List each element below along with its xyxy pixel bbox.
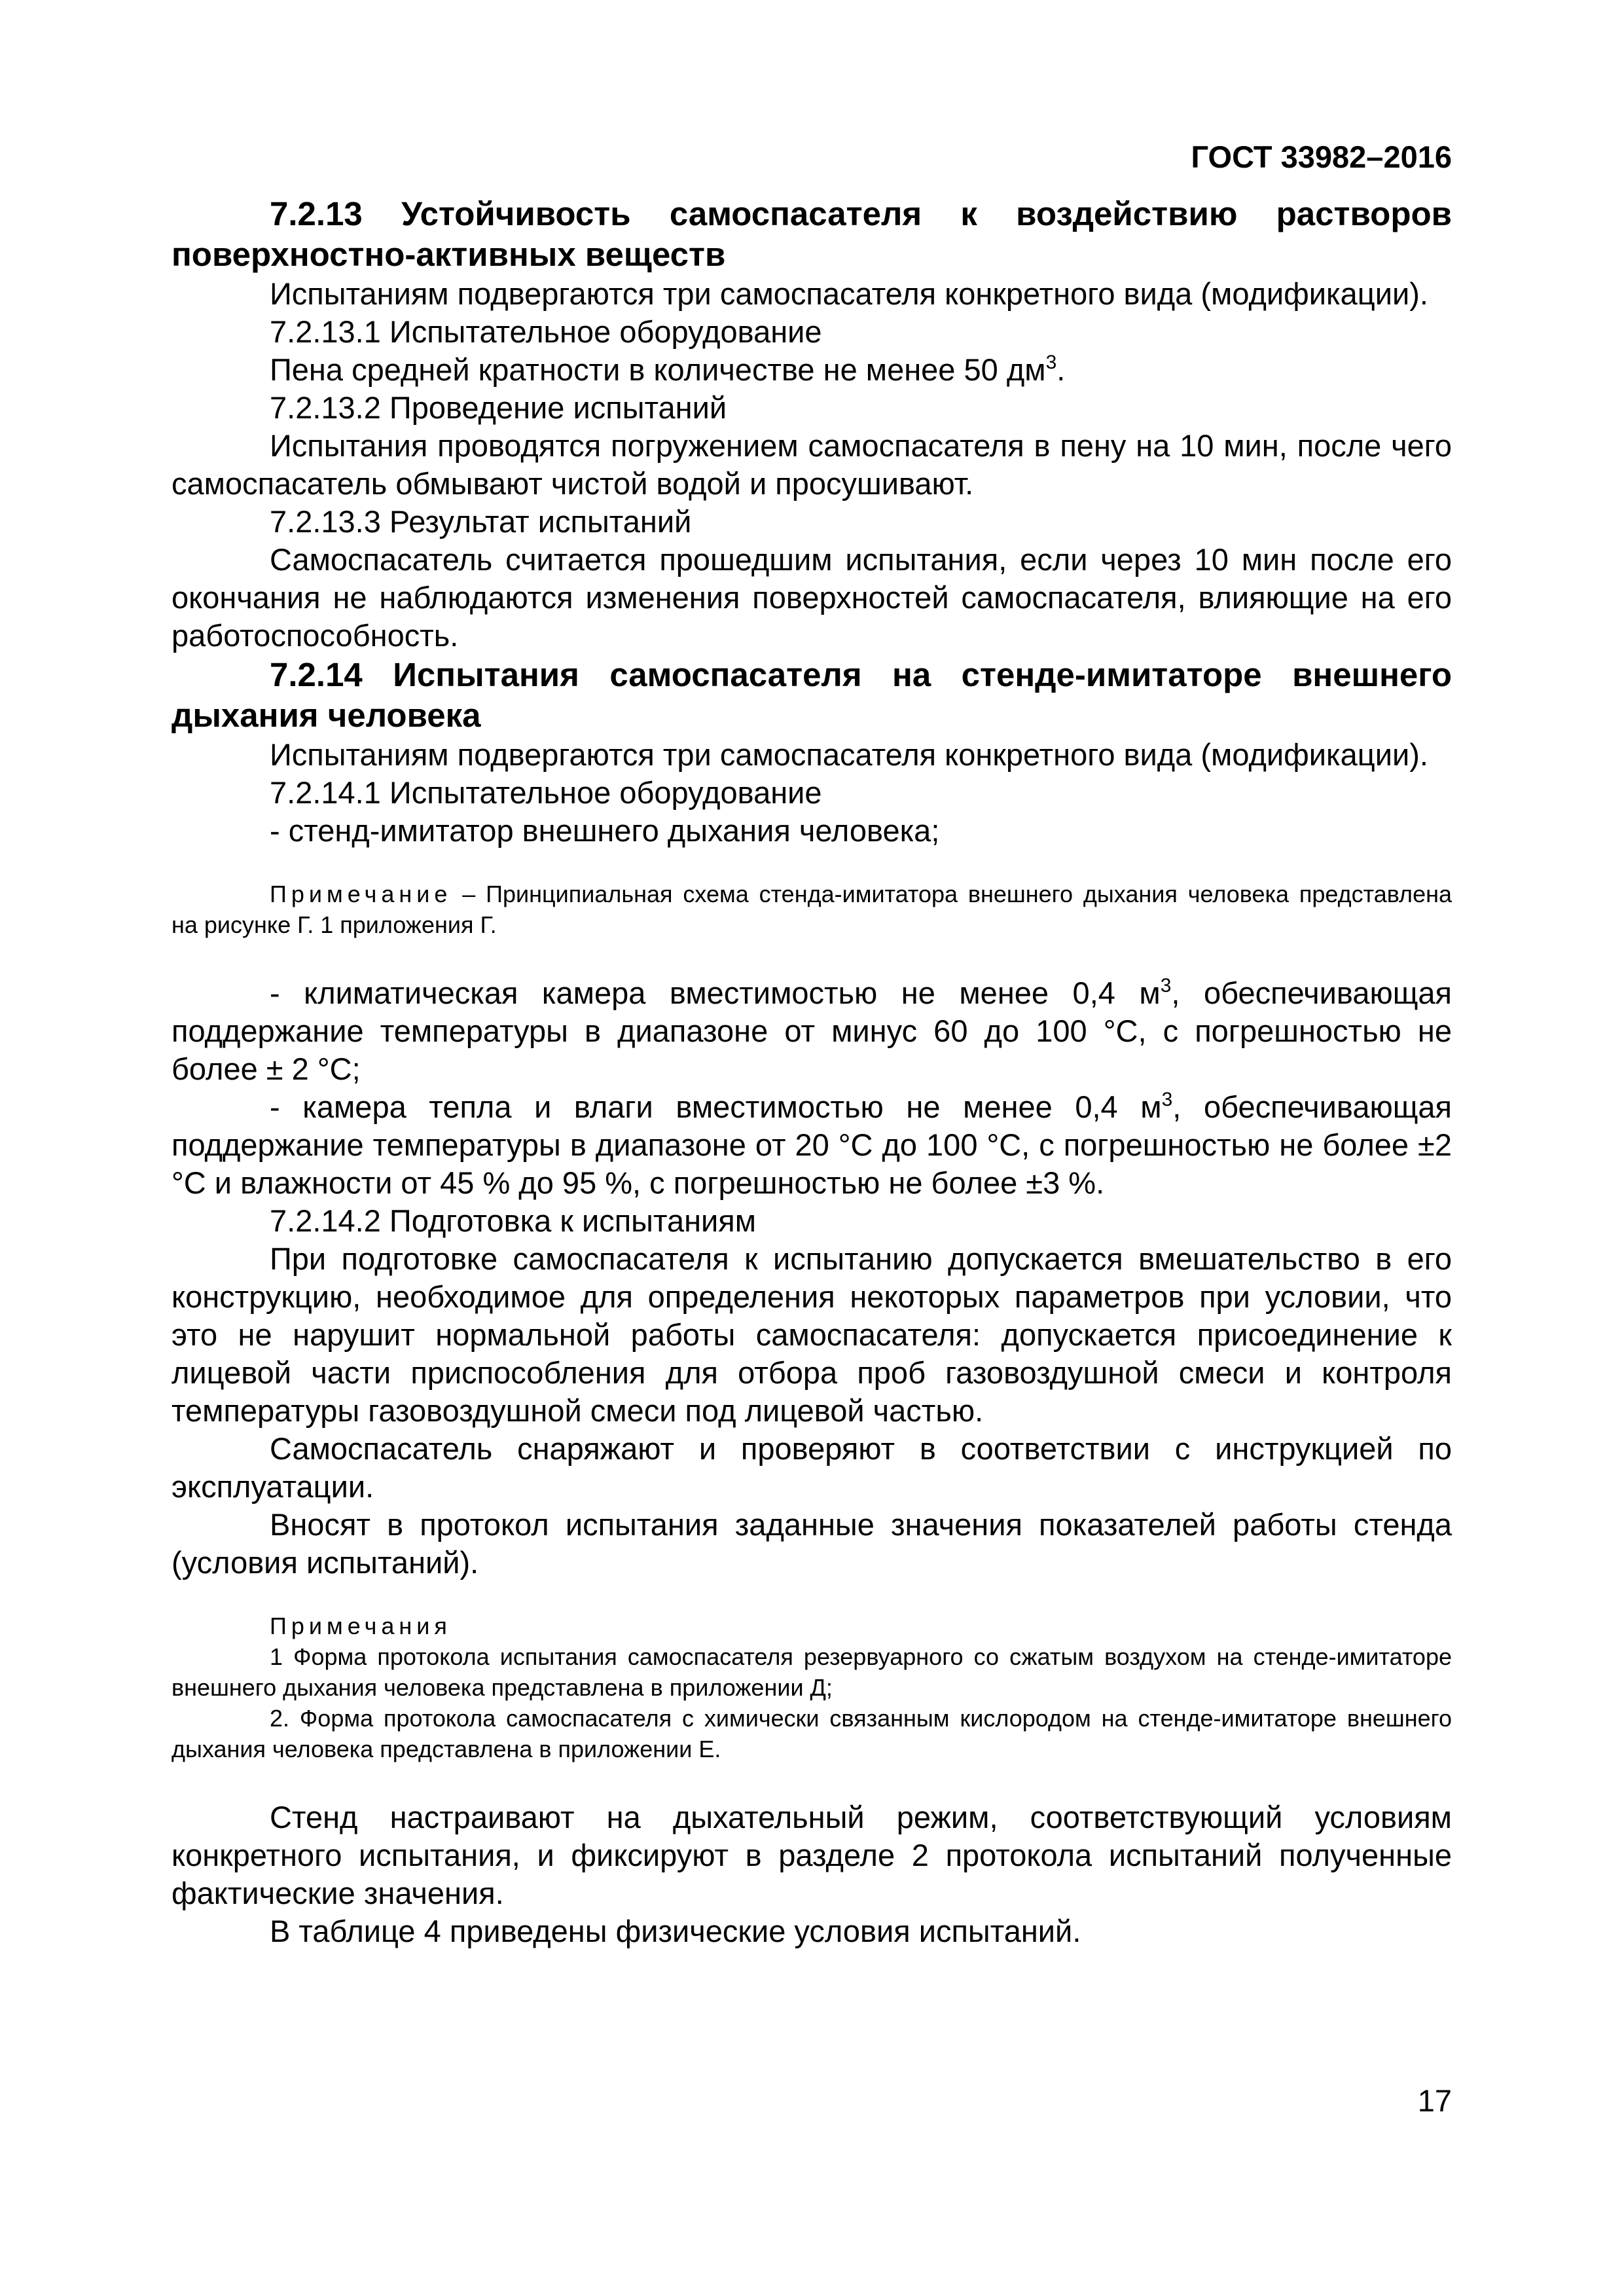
paragraph-text: - климатическая камера вместимостью не менее 0,4 м — [270, 975, 1161, 1010]
paragraph-text: Пена средней кратности в количестве не менее 50 дм — [270, 352, 1046, 387]
spacer — [171, 1764, 1452, 1798]
section-heading-7-2-13: 7.2.13 Устойчивость самоспасателя к воздействию растворов поверхностно-активных веществ — [171, 195, 1452, 273]
paragraph-text: , обеспечивающая поддержание температуры в диапазоне от минус 60 до 100 °С, с погрешностью не более ± 2 °С; — [171, 975, 1452, 1086]
list-item — [171, 974, 1452, 1088]
paragraph: При подготовке самоспасателя к испытанию допускается вмешательство в его конструкцию, необходимое для определения некоторых параметров при условии, что это не нарушит нормальной работы самоспасателя: допускается присоединение к лицевой части приспособления для отбора проб газовоздушной смеси и контроля температуры газовоздушной смеси под лицевой частью. — [171, 1241, 1452, 1428]
document-header — [1191, 137, 1452, 177]
paragraph: Стенд настраивают на дыхательный режим, соответствующий условиям конкретного испытания, и фиксируют в разделе 2 протокола испытаний полученные фактические значения. — [171, 1800, 1452, 1910]
section-intro: Испытаниям подвергаются три самоспасателя конкретного вида (модификации). — [270, 737, 1428, 772]
list-item: - стенд-имитатор внешнего дыхания человека; — [270, 813, 940, 848]
paragraph-text: , обеспечивающая поддержание температуры в диапазоне от 20 °С до 100 °С, с погрешностью не более ±2 °С и влажности от 45 % до 95 %, с погрешностью не более ±3 %. — [171, 1089, 1452, 1200]
note-label: Примечание — [270, 881, 452, 907]
section-heading-7-2-14: 7.2.14 Испытания самоспасателя на стенде-имитаторе внешнего дыхания человека — [171, 656, 1452, 734]
subsection-title: 7.2.14.2 Подготовка к испытаниям — [270, 1203, 757, 1238]
note-item: 1 Форма протокола испытания самоспасателя резервуарного со сжатым воздухом на стенде-имитаторе внешнего дыхания человека представлена в приложении Д; — [171, 1643, 1452, 1701]
paragraph-text: - камера тепла и влаги вместимостью не менее 0,4 м — [270, 1089, 1162, 1124]
note-text: – Принципиальная схема стенда-имитатора внешнего дыхания человека представлена на рисунке Г. 1 приложения Г. — [171, 881, 1452, 938]
notes-label — [171, 1611, 1452, 1641]
paragraph: Самоспасатель считается прошедшим испытания, если через 10 мин после его окончания не наблюдаются изменения поверхностей самоспасателя, влияющие на его работоспособность. — [171, 542, 1452, 653]
section-intro: Испытаниям подвергаются три самоспасателя конкретного вида (модификации). — [270, 276, 1428, 311]
list-item — [171, 1088, 1452, 1202]
paragraph — [171, 351, 1452, 389]
subsection-title: 7.2.14.1 Испытательное оборудование — [270, 775, 822, 810]
page-body — [171, 194, 1452, 1950]
spacer — [171, 850, 1452, 879]
superscript: 3 — [1160, 975, 1172, 996]
subsection-title: 7.2.13.2 Проведение испытаний — [270, 390, 727, 425]
paragraph-text: . — [1056, 352, 1066, 387]
paragraph: Вносят в протокол испытания заданные значения показателей работы стенда (условия испытаний). — [171, 1507, 1452, 1580]
spacer — [171, 940, 1452, 974]
standard-number: ГОСТ 33982–2016 — [1191, 139, 1452, 174]
superscript: 3 — [1161, 1089, 1173, 1110]
superscript: 3 — [1045, 352, 1057, 373]
subsection-title: 7.2.13.1 Испытательное оборудование — [270, 314, 822, 349]
subsection-title: 7.2.13.3 Результат испытаний — [270, 504, 692, 539]
paragraph: В таблице 4 приведены физические условия испытаний. — [270, 1914, 1081, 1948]
spacer — [171, 1582, 1452, 1611]
page-number: 17 — [1417, 2083, 1452, 2118]
paragraph: Испытания проводятся погружением самоспасателя в пену на 10 мин, после чего самоспасатель обмывают чистой водой и просушивают. — [171, 428, 1452, 501]
note-label: Примечания — [270, 1613, 452, 1639]
note-item: 2. Форма протокола самоспасателя с химически связанным кислородом на стенде-имитаторе внешнего дыхания человека представлена в приложении Е. — [171, 1705, 1452, 1762]
paragraph: Самоспасатель снаряжают и проверяют в соответствии с инструкцией по эксплуатации. — [171, 1431, 1452, 1504]
note — [171, 879, 1452, 940]
